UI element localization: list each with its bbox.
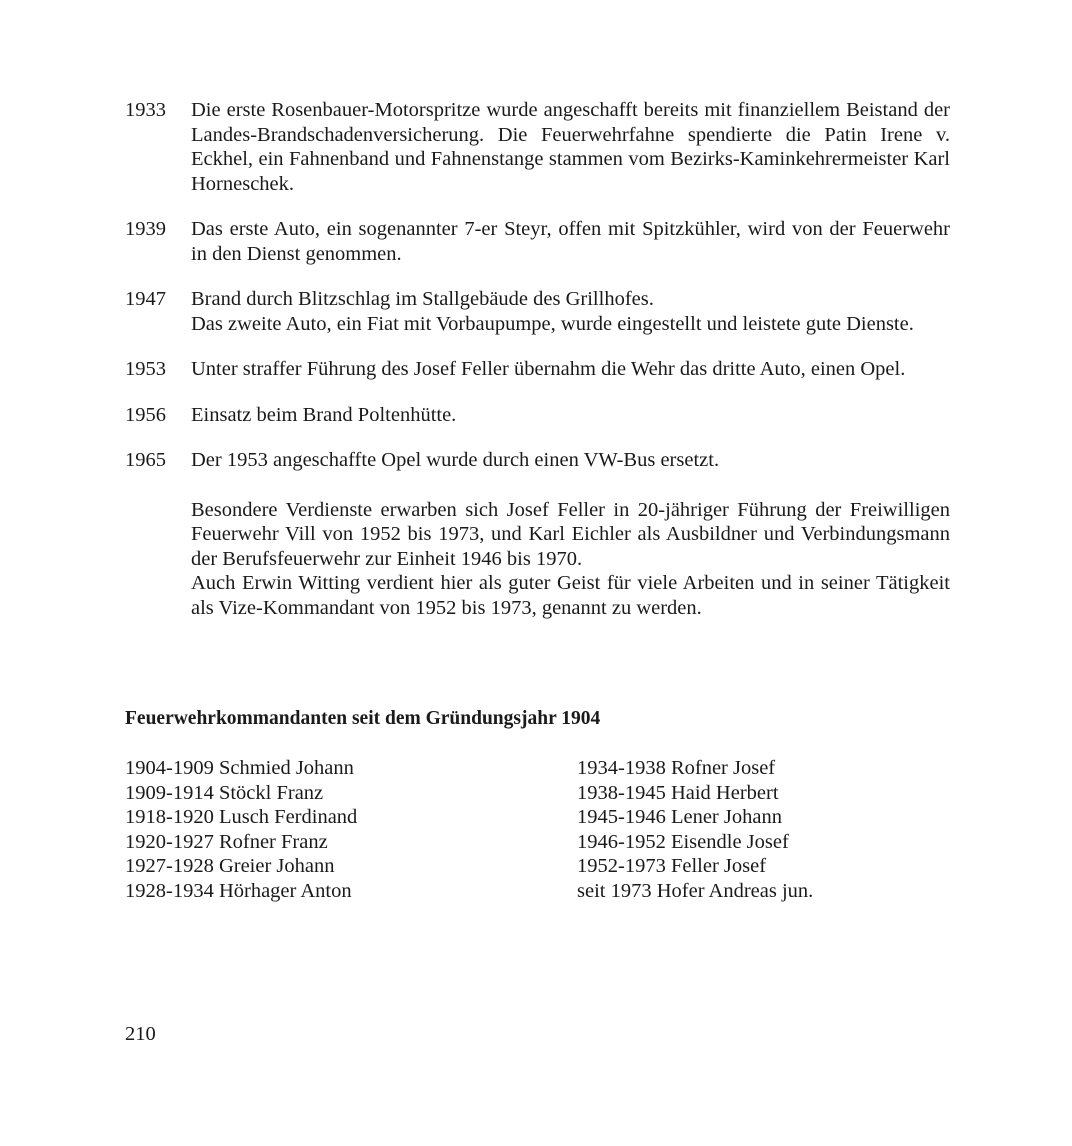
entry-text bbox=[191, 357, 950, 382]
commander-item: 1934-1938 Rofner Josef bbox=[577, 757, 776, 779]
entry-year: 1933 bbox=[125, 99, 166, 121]
commander-item: 1928-1934 Hörhager Anton bbox=[125, 879, 352, 902]
merit-paragraph: Besondere Verdienste erwarben sich Josef Feller in 20-jähriger Führung der Freiwilligen Feuerwehr Vill von 1952 bis 1973, und Karl Eichler als Ausbildner und Verbindungsmann der Berufsfeuerwehr zur Einheit 1946 bis 1970. bbox=[191, 498, 950, 570]
commander-item: 1918-1920 Lusch Ferdinand bbox=[125, 806, 358, 828]
commanders-column-left bbox=[125, 756, 577, 903]
commander-item: seit 1973 Hofer Andreas jun. bbox=[577, 879, 814, 902]
entry-paragraph: Einsatz beim Brand Poltenhütte. bbox=[191, 403, 457, 426]
entry-year: 1953 bbox=[125, 358, 166, 380]
entry-text bbox=[191, 403, 950, 428]
entry-text bbox=[191, 98, 950, 196]
commander-item: 1927-1928 Greier Johann bbox=[125, 855, 335, 877]
chronicle-entry bbox=[125, 448, 950, 473]
entry-year: 1947 bbox=[125, 288, 166, 310]
chronicle-entry bbox=[125, 403, 950, 428]
commander-item: 1909-1914 Stöckl Franz bbox=[125, 781, 324, 804]
merit-note bbox=[191, 498, 950, 621]
entry-paragraph: Die erste Rosenbauer-Motorspritze wurde angeschafft bereits mit finanziellem Beistand der Landes-Brandschadenversicherung. Die Feuerwehrfahne spendierte die Patin Irene v. Eckhel, ein Fahnenband und Fahnenstange stammen vom Bezirks-Kaminkehrermeister Karl Horneschek. bbox=[191, 99, 950, 195]
entry-paragraph: Brand durch Blitzschlag im Stallgebäude des Grillhofes. bbox=[191, 288, 654, 310]
commander-item: 1904-1909 Schmied Johann bbox=[125, 757, 354, 779]
entry-paragraph: Der 1953 angeschaffte Opel wurde durch einen VW-Bus ersetzt. bbox=[191, 449, 720, 471]
chronicle-entry bbox=[125, 98, 950, 196]
entry-year: 1965 bbox=[125, 449, 166, 471]
chronicle-entry bbox=[125, 357, 950, 382]
entry-paragraph: Das zweite Auto, ein Fiat mit Vorbaupumpe, wurde eingestellt und leistete gute Dienste. bbox=[191, 312, 914, 335]
commanders-list bbox=[125, 756, 885, 903]
commanders-column-right bbox=[577, 756, 877, 903]
entry-paragraph: Das erste Auto, ein sogenannter 7-er Steyr, offen mit Spitzkühler, wird von der Feuerwehr in den Dienst genommen. bbox=[191, 218, 950, 265]
entry-year: 1956 bbox=[125, 403, 166, 426]
chronicle-entry bbox=[125, 217, 950, 266]
commander-item: 1920-1927 Rofner Franz bbox=[125, 830, 328, 853]
entry-text bbox=[191, 217, 950, 266]
entry-text bbox=[191, 287, 950, 336]
commander-item: 1945-1946 Lener Johann bbox=[577, 806, 782, 828]
entry-year: 1939 bbox=[125, 218, 166, 240]
commander-item: 1938-1945 Haid Herbert bbox=[577, 781, 779, 804]
commander-item: 1952-1973 Feller Josef bbox=[577, 855, 767, 877]
entry-text bbox=[191, 448, 950, 473]
chronicle-entry bbox=[125, 287, 950, 336]
commander-item: 1946-1952 Eisendle Josef bbox=[577, 830, 789, 853]
page-number: 210 bbox=[125, 1023, 156, 1045]
entry-paragraph: Unter straffer Führung des Josef Feller übernahm die Wehr das dritte Auto, einen Opel. bbox=[191, 358, 906, 380]
commanders-heading: Feuerwehrkommandanten seit dem Gründungsjahr 1904 bbox=[125, 708, 601, 729]
chronicle-list bbox=[125, 98, 950, 620]
merit-paragraph: Auch Erwin Witting verdient hier als guter Geist für viele Arbeiten und in seiner Tätigkeit als Vize-Kommandant von 1952 bis 1973, genannt zu werden. bbox=[191, 572, 950, 619]
